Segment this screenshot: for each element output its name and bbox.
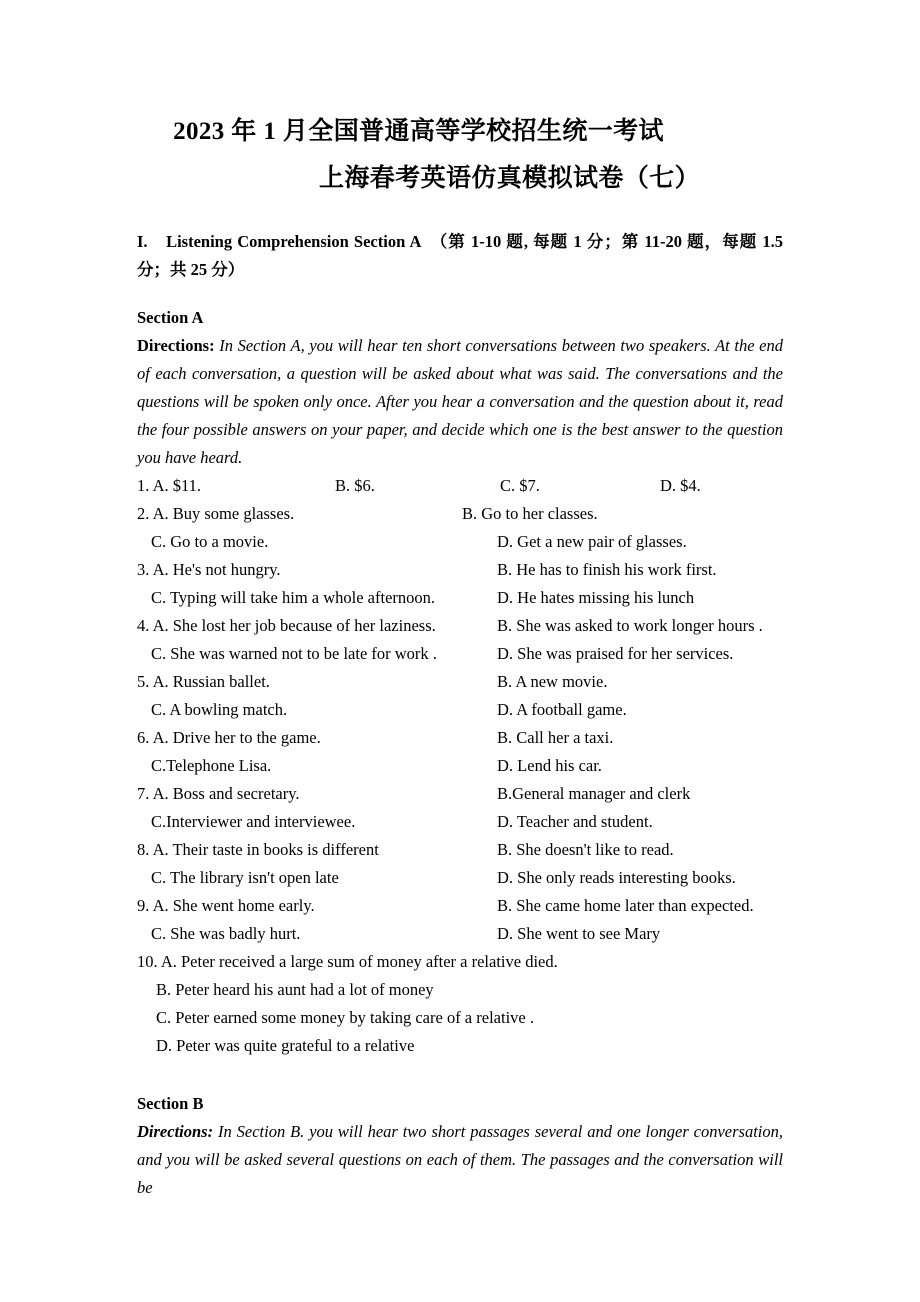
section-a-directions-text: In Section A, you will hear ten short conversations between two speakers. At the end of each conversation, a question will be asked about what was said. The conversations and the questions will be spoken only once. After you hear a conversation and the question about it, read the four possible answers on your paper, and decide which one is the best answer to the question you have heard.: [137, 336, 783, 467]
document-body: [137, 228, 783, 1202]
spacer: [137, 1060, 783, 1090]
question-row: [137, 612, 783, 640]
part-i-heading: I. Listening Comprehension Section A （第 1-10 题, 每题 1 分；第 11-20 题，每题 1.5 分；共 25 分）: [137, 232, 783, 279]
option-d[interactable]: D. Teacher and student.: [497, 812, 653, 831]
question-row: [137, 836, 783, 864]
question-row: [137, 556, 783, 584]
question-row: [137, 864, 783, 892]
option-a[interactable]: 3. A. He's not hungry.: [137, 560, 281, 579]
option-b[interactable]: B. He has to finish his work first.: [497, 560, 717, 579]
option-d[interactable]: D. She went to see Mary: [497, 924, 661, 943]
option-b[interactable]: B. Call her a taxi.: [497, 728, 614, 747]
option-c[interactable]: C.Telephone Lisa.: [151, 756, 272, 775]
question-row: [137, 528, 783, 556]
question-row: [137, 752, 783, 780]
document-title-block: [137, 108, 700, 202]
option-b[interactable]: B. She doesn't like to read.: [497, 840, 674, 859]
option-d[interactable]: D. $4.: [660, 476, 701, 495]
section-b-label: Section B: [137, 1094, 204, 1113]
section-a-label: Section A: [137, 308, 204, 327]
option-c[interactable]: C.Interviewer and interviewee.: [151, 812, 356, 831]
section-a-directions-label: Directions:: [137, 336, 215, 355]
option-a[interactable]: 4. A. She lost her job because of her laziness.: [137, 616, 436, 635]
option-d[interactable]: D. She only reads interesting books.: [497, 868, 736, 887]
question-row: [137, 808, 783, 836]
option-d[interactable]: D. Lend his car.: [497, 756, 602, 775]
option-a[interactable]: 9. A. She went home early.: [137, 896, 315, 915]
question-row: [137, 1032, 783, 1060]
option-d[interactable]: D. A football game.: [497, 700, 627, 719]
option-d[interactable]: D. Get a new pair of glasses.: [497, 532, 687, 551]
option-c[interactable]: C. She was warned not to be late for work .: [151, 644, 437, 663]
option-a[interactable]: 10. A. Peter received a large sum of money after a relative died.: [137, 952, 558, 971]
question-row: [137, 1004, 783, 1032]
option-c[interactable]: C. A bowling match.: [151, 700, 288, 719]
title-line-secondary: 上海春考英语仿真模拟试卷（七）: [318, 165, 700, 192]
question-row: [137, 920, 783, 948]
section-a-question-list: [137, 472, 783, 1060]
option-a[interactable]: 8. A. Their taste in books is different: [137, 840, 379, 859]
section-b-directions: [137, 1118, 783, 1202]
option-c[interactable]: C. Peter earned some money by taking care of a relative .: [156, 1008, 534, 1027]
option-a[interactable]: 6. A. Drive her to the game.: [137, 728, 321, 747]
option-a[interactable]: 7. A. Boss and secretary.: [137, 784, 300, 803]
question-row: [137, 892, 783, 920]
option-b[interactable]: B. She came home later than expected.: [497, 896, 754, 915]
question-row: [137, 640, 783, 668]
question-row: [137, 584, 783, 612]
question-row: [137, 472, 783, 500]
question-row: [137, 780, 783, 808]
option-b[interactable]: B. A new movie.: [497, 672, 608, 691]
option-c[interactable]: C. She was badly hurt.: [151, 924, 301, 943]
option-b[interactable]: B. She was asked to work longer hours .: [497, 616, 763, 635]
option-a[interactable]: 1. A. $11.: [137, 476, 202, 495]
option-d[interactable]: D. She was praised for her services.: [497, 644, 734, 663]
option-a[interactable]: 5. A. Russian ballet.: [137, 672, 270, 691]
option-c[interactable]: C. The library isn't open late: [151, 868, 339, 887]
question-row: [137, 948, 783, 976]
option-d[interactable]: D. He hates missing his lunch: [497, 588, 695, 607]
question-row: [137, 696, 783, 724]
section-a-directions: [137, 332, 783, 472]
option-c[interactable]: C. Go to a movie.: [151, 532, 269, 551]
section-b-directions-label: Directions:: [137, 1122, 214, 1141]
question-row: [137, 500, 783, 528]
title-line-primary: 2023 年 1 月全国普通高等学校招生统一考试: [173, 118, 664, 145]
question-row: [137, 668, 783, 696]
option-c[interactable]: C. Typing will take him a whole afternoon.: [151, 588, 436, 607]
option-a[interactable]: 2. A. Buy some glasses.: [137, 504, 295, 523]
option-c[interactable]: C. $7.: [500, 476, 540, 495]
option-b[interactable]: B. Peter heard his aunt had a lot of money: [156, 980, 434, 999]
question-row: [137, 976, 783, 1004]
question-row: [137, 724, 783, 752]
section-b-directions-text: In Section B. you will hear two short passages several and one longer conversation, and you will be asked several questions on each of them. The passages and the conversation will be: [137, 1122, 783, 1197]
spacer: [137, 284, 783, 304]
option-b[interactable]: B. $6.: [335, 476, 375, 495]
option-b[interactable]: B. Go to her classes.: [462, 504, 598, 523]
option-b[interactable]: B.General manager and clerk: [497, 784, 691, 803]
option-d[interactable]: D. Peter was quite grateful to a relative: [156, 1036, 415, 1055]
